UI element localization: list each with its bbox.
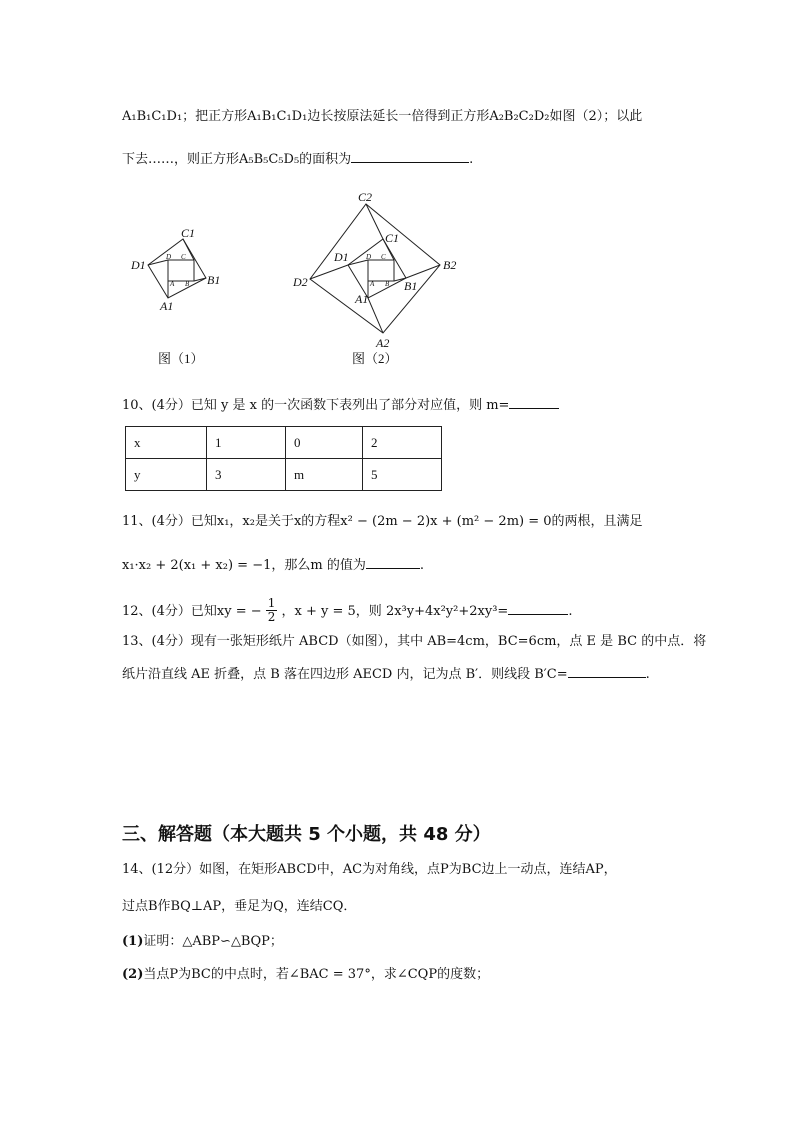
fig2-label-b2: B2 <box>443 258 457 272</box>
answer-blank-q12[interactable] <box>508 602 568 615</box>
fig2-label-d2: D2 <box>293 275 308 289</box>
fig2-label-c: C <box>381 253 386 261</box>
q14-text-2: 过点B作BQ⊥AP，垂足为Q，连结CQ． <box>122 899 357 914</box>
q10-line <box>122 396 559 415</box>
intro-line-1-text: A₁B₁C₁D₁；把正方形A₁B₁C₁D₁边长按原法延长一倍得到正方形A₂B₂C₂D₂如图（2）；以此 <box>122 109 643 124</box>
fig2-label-a2: A2 <box>376 336 390 350</box>
fig1-label-c1: C1 <box>181 226 196 240</box>
intro-line-2 <box>122 150 473 169</box>
table-cell: 0 <box>286 427 363 459</box>
section-heading: 三、解答题（本大题共 5 个小题，共 48 分） <box>122 824 491 845</box>
q12-line <box>122 598 572 626</box>
q14-part-1-text: 证明：△ABP∽△BQP； <box>143 934 283 949</box>
q13-text-1: 13、(4分）现有一张矩形纸片 ABCD（如图），其中 AB=4cm，BC=6cm，点 E 是 BC 的中点．将 <box>122 634 707 649</box>
q14-part-2-number: (2) <box>122 967 144 982</box>
answer-blank-q11[interactable] <box>366 556 420 569</box>
q12-end: . <box>568 604 573 619</box>
fig1-inner-square <box>168 260 194 281</box>
q12-frac-den: 2 <box>267 610 276 624</box>
q14-part-1-number: (1) <box>122 934 144 949</box>
table-cell: 3 <box>207 459 286 491</box>
intro-line-2-text: 下去……，则正方形A₅B₅C₅D₅的面积为 <box>122 152 352 167</box>
q13-line-2-end: . <box>645 667 650 682</box>
table-cell: y <box>126 459 207 491</box>
fig2-label-d1: D1 <box>334 250 349 264</box>
fig2-label-c1: C1 <box>385 231 400 245</box>
answer-blank-q10[interactable] <box>509 396 559 409</box>
fig2-label-c2: C2 <box>358 190 373 204</box>
fig1-label-a: A <box>170 280 175 288</box>
q14-line-1 <box>122 861 617 879</box>
fig2-label-d: D <box>366 253 372 261</box>
fig2-inner-square <box>368 260 394 281</box>
q14-part-2-text: 当点P为BC的中点时，若∠BAC = 37°，求∠CQP的度数； <box>143 967 490 982</box>
fig1-label-c: C <box>181 253 186 261</box>
fig1-caption: 图（1） <box>158 351 204 366</box>
q10-text: 10、(4分）已知 y 是 x 的一次函数下表列出了部分对应值，则 m= <box>122 398 510 413</box>
answer-blank-q9[interactable] <box>351 150 469 163</box>
q11-line-1 <box>122 513 643 531</box>
intro-line-2-end: . <box>469 152 474 167</box>
table-cell: x <box>126 427 207 459</box>
q12-suffix: ，x + y = 5，则 2x³y+4x²y²+2xy³= <box>281 604 509 619</box>
q14-line-2 <box>122 898 356 916</box>
q13-line-1 <box>122 633 706 651</box>
table-cell: 2 <box>363 427 442 459</box>
fig1-square-a1b1c1d1 <box>148 239 206 298</box>
fig1-label-b1: B1 <box>207 273 221 287</box>
table-cell: m <box>286 459 363 491</box>
fig2-label-b: B <box>385 280 390 288</box>
fig1-label-d1: D1 <box>131 258 146 272</box>
table-cell: 1 <box>207 427 286 459</box>
intro-line-1 <box>122 108 642 126</box>
fig1-label-d: D <box>166 253 172 261</box>
q11-text-2: x₁·x₂ + 2(x₁ + x₂) = −1，那么m 的值为 <box>122 558 366 573</box>
q13-text-2: 纸片沿直线 AE 折叠，点 B 落在四边形 AECD 内，记为点 B′．则线段 B′C= <box>122 667 568 682</box>
q11-line-2-end: . <box>419 558 424 573</box>
q14-part-1 <box>122 933 283 951</box>
fig1-label-a1: A1 <box>160 299 174 313</box>
square-figures <box>0 190 794 390</box>
q10-value-table <box>125 426 442 491</box>
fig2-ext-line-6 <box>366 204 383 239</box>
q12-frac-num: 1 <box>267 596 276 610</box>
fig2-label-a1: A1 <box>355 292 369 306</box>
table-cell: 5 <box>363 459 442 491</box>
q14-part-2 <box>122 966 489 984</box>
q12-prefix: 12、(4分）已知xy = − <box>122 604 262 619</box>
fig1-label-b: B <box>185 280 190 288</box>
fig2-label-a: A <box>370 280 375 288</box>
fig2-square-a1b1c1d1 <box>348 239 406 298</box>
q11-line-2 <box>122 556 424 575</box>
table-row <box>126 459 442 491</box>
answer-blank-q13[interactable] <box>568 665 646 678</box>
q11-text-1: 11、(4分）已知x₁，x₂是关于x的方程x² − (2m − 2)x + (m² − 2m) = 0的两根，且满足 <box>122 514 643 529</box>
q12-fraction <box>266 597 278 624</box>
q14-text-1: 14、(12分）如图，在矩形ABCD中，AC为对角线，点P为BC边上一动点，连结AP， <box>122 862 617 877</box>
fig2-caption: 图（2） <box>352 351 398 366</box>
table-row <box>126 427 442 459</box>
fig2-label-b1: B1 <box>404 279 418 293</box>
q13-line-2 <box>122 665 650 684</box>
